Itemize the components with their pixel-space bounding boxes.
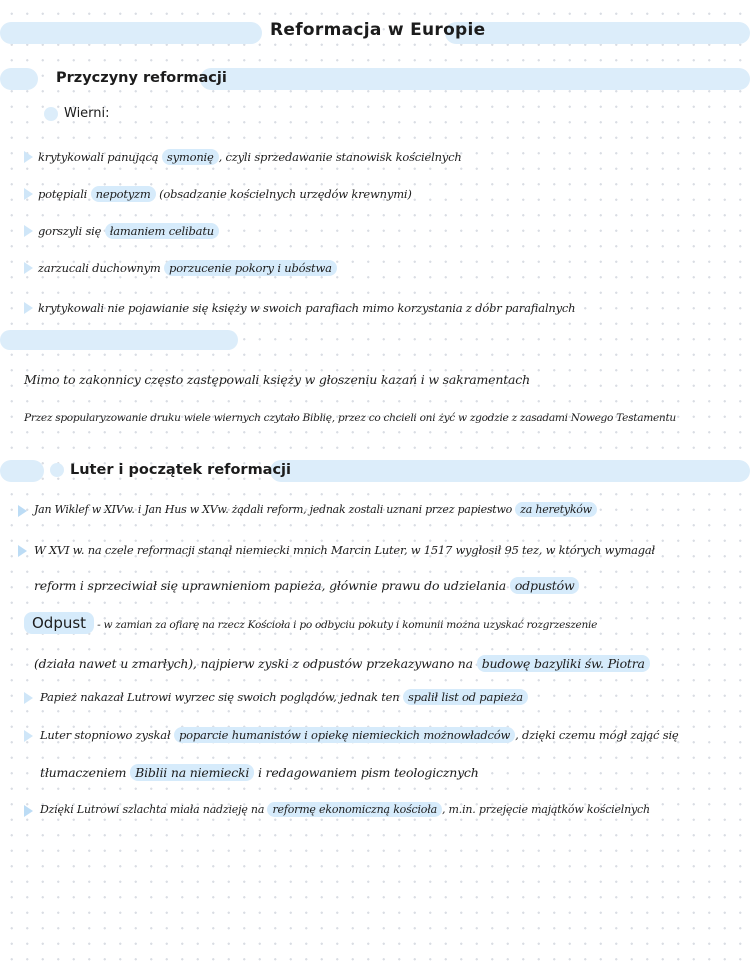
- bullet-icon: [24, 225, 33, 237]
- cause-1-post: , czyli sprzedawanie stanowisk kościelnych: [218, 150, 462, 164]
- section2-heading-text: Luter i początek reformacji: [70, 462, 291, 478]
- cause-3-highlight: łamaniem celibatu: [105, 223, 219, 239]
- indulgence-definition-text: - w zamian za ofiarę na rzecz Kościoła i po odbyciu pokuty i komunii można uzyskać rozgrzeszenie: [94, 619, 598, 631]
- indulgence-term: Odpust: [24, 612, 94, 634]
- luther-intro-text: W XVI w. na czele reformacji stanął niemiecki mnich: [34, 543, 331, 557]
- cause-item-2: [38, 187, 412, 201]
- bullet-icon: [24, 262, 33, 274]
- luther-line-2: [34, 543, 655, 557]
- cause-item-4: [38, 261, 337, 275]
- profits-text: (działa nawet u zmarłych), najpierw zyski z odpustów przekazywano na: [34, 656, 477, 671]
- paragraph-monks: Mimo to zakonnicy często zastępowali księży w głoszeniu kazań i w sakramentach: [24, 372, 530, 387]
- luther-line-7: [40, 728, 679, 742]
- cause-item-1: [38, 150, 462, 164]
- section2-heading: [50, 462, 291, 478]
- cause-1-pre: krytykowali panującą: [38, 150, 162, 164]
- cause-4-pre: zarzucali duchownym: [38, 261, 165, 275]
- luther-line-8: [40, 765, 479, 780]
- believers-text: Wierni:: [64, 106, 110, 121]
- bullet-icon: [24, 692, 33, 704]
- cause-2-highlight: nepotyzm: [91, 186, 156, 202]
- bullet-icon: [24, 188, 33, 200]
- translation-text: tłumaczeniem: [40, 765, 131, 780]
- support-text: Luter stopniowo zyskał: [40, 728, 174, 742]
- bullet-icon: [24, 730, 33, 742]
- section1-band-left: [0, 68, 38, 90]
- cause-2-post: (obsadzanie kościelnych urzędów krewnymi): [155, 187, 412, 201]
- section1-band-right: [200, 68, 750, 90]
- luther-line-9: [40, 803, 650, 816]
- luther-name: Marcin Luter: [330, 543, 404, 557]
- heretics-highlight: za heretyków: [515, 502, 597, 517]
- believers-label: [44, 106, 110, 121]
- indulgences-highlight: odpustów: [510, 577, 580, 594]
- cause-1-highlight: symonię: [162, 149, 219, 165]
- cause-5-text: krytykowali nie pojawianie się księży w swoich parafiach mimo korzystania z dóbr parafialnych: [38, 301, 576, 315]
- indulgence-definition: [24, 613, 597, 632]
- luther-line-1: [34, 503, 597, 516]
- 95-theses-text: , w 1517 wygłosił 95 tez, w których wymagał: [403, 543, 655, 557]
- burned-letter-highlight: spalił list od papieża: [403, 689, 528, 705]
- theology-text: i redagowaniem pism teologicznych: [254, 765, 479, 780]
- reforms-text: reform i sprzeciwiał się uprawnieniom papieża, głównie prawu do udzielania: [34, 578, 510, 593]
- church-property-text: , m.in. przejęcie majątków kościelnych: [441, 803, 650, 816]
- pope-order-text: Papież nakazał Lutrowi wyrzec się swoich poglądów, jednak ten: [40, 690, 403, 704]
- title-band-left: [0, 22, 262, 44]
- nobility-text: Dzięki Lutrowi szlachta miała nadzieję na: [40, 803, 268, 816]
- section1-heading: Przyczyny reformacji: [56, 70, 227, 86]
- bullet-icon: [24, 302, 33, 314]
- separator-band: [0, 330, 238, 350]
- thanks-text: , dzięki czemu mógł zająć się: [515, 728, 679, 742]
- section2-band-left: [0, 460, 44, 482]
- cause-item-5: [38, 301, 575, 315]
- cause-2-pre: potępiali: [38, 187, 91, 201]
- luther-line-6: [40, 690, 528, 704]
- luther-line-3: [34, 578, 579, 593]
- paragraph-print: Przez spopularyzowanie druku wiele wiernych czytało Biblię, przez co chcieli oni żyć w zgodzie z zasadami Nowego Testamentu: [24, 412, 676, 424]
- cause-3-pre: gorszyli się: [38, 224, 105, 238]
- section2-band-right: [270, 460, 750, 482]
- believers-dot: [44, 107, 58, 121]
- bible-german-highlight: Biblii na niemiecki: [130, 764, 254, 781]
- bullet-icon: [18, 545, 27, 557]
- bullet-icon: [24, 151, 33, 163]
- luther-line-5: [34, 656, 650, 671]
- wiklef-hus-text: Jan Wiklef w XIVw. i Jan Hus w XVw. żądali reform, jednak zostali uznani przez papiestwo: [34, 503, 516, 516]
- bullet-icon: [24, 805, 33, 817]
- economic-reform-highlight: reformę ekonomiczną kościoła: [267, 802, 441, 817]
- humanists-highlight: poparcie humanistów i opiekę niemieckich możnowładców: [174, 727, 515, 743]
- cause-4-highlight: porzucenie pokory i ubóstwa: [164, 260, 337, 276]
- bullet-icon: [18, 505, 27, 517]
- page-title: Reformacja w Europie: [270, 20, 486, 40]
- cause-item-3: [38, 224, 219, 238]
- basilica-highlight: budowę bazyliki św. Piotra: [477, 655, 650, 672]
- title-band-right: [445, 22, 750, 44]
- heading-dot: [50, 463, 64, 477]
